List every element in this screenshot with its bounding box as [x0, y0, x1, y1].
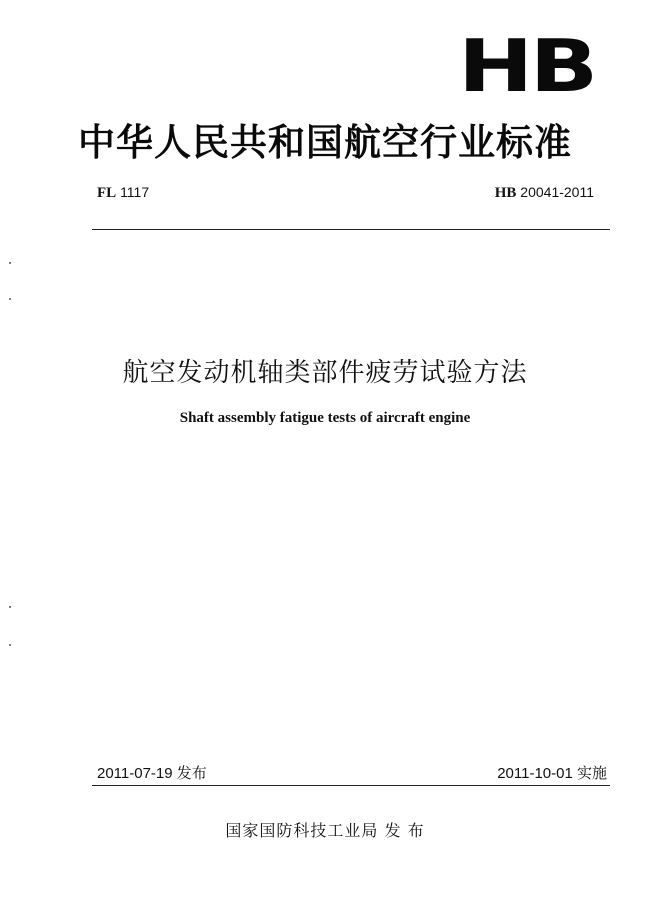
classification-code: [97, 184, 149, 202]
issue-date: 2011-07-19 发布: [97, 765, 207, 782]
standard-type-title: 中华人民共和国航空行业标准: [78, 121, 572, 164]
top-divider: [92, 229, 610, 230]
scan-mark: [9, 298, 11, 300]
issuing-authority: 国家国防科技工业局 发 布: [225, 821, 425, 840]
classification-prefix: FL: [97, 185, 117, 201]
standard-prefix: HB: [494, 185, 517, 201]
scan-mark: [9, 606, 11, 608]
bottom-divider: [92, 785, 610, 786]
document-title-en: Shaft assembly fatigue tests of aircraft engine: [179, 410, 471, 426]
standard-code: [495, 184, 594, 202]
classification-number: 1117: [120, 184, 150, 200]
scan-mark: [9, 262, 11, 264]
standard-number: 20041-2011: [520, 184, 594, 200]
document-title-cn: 航空发动机轴类部件疲劳试验方法: [122, 358, 528, 388]
scan-mark: [9, 644, 11, 646]
implementation-date: 2011-10-01 实施: [497, 765, 607, 782]
hb-logo: HB: [458, 24, 595, 108]
